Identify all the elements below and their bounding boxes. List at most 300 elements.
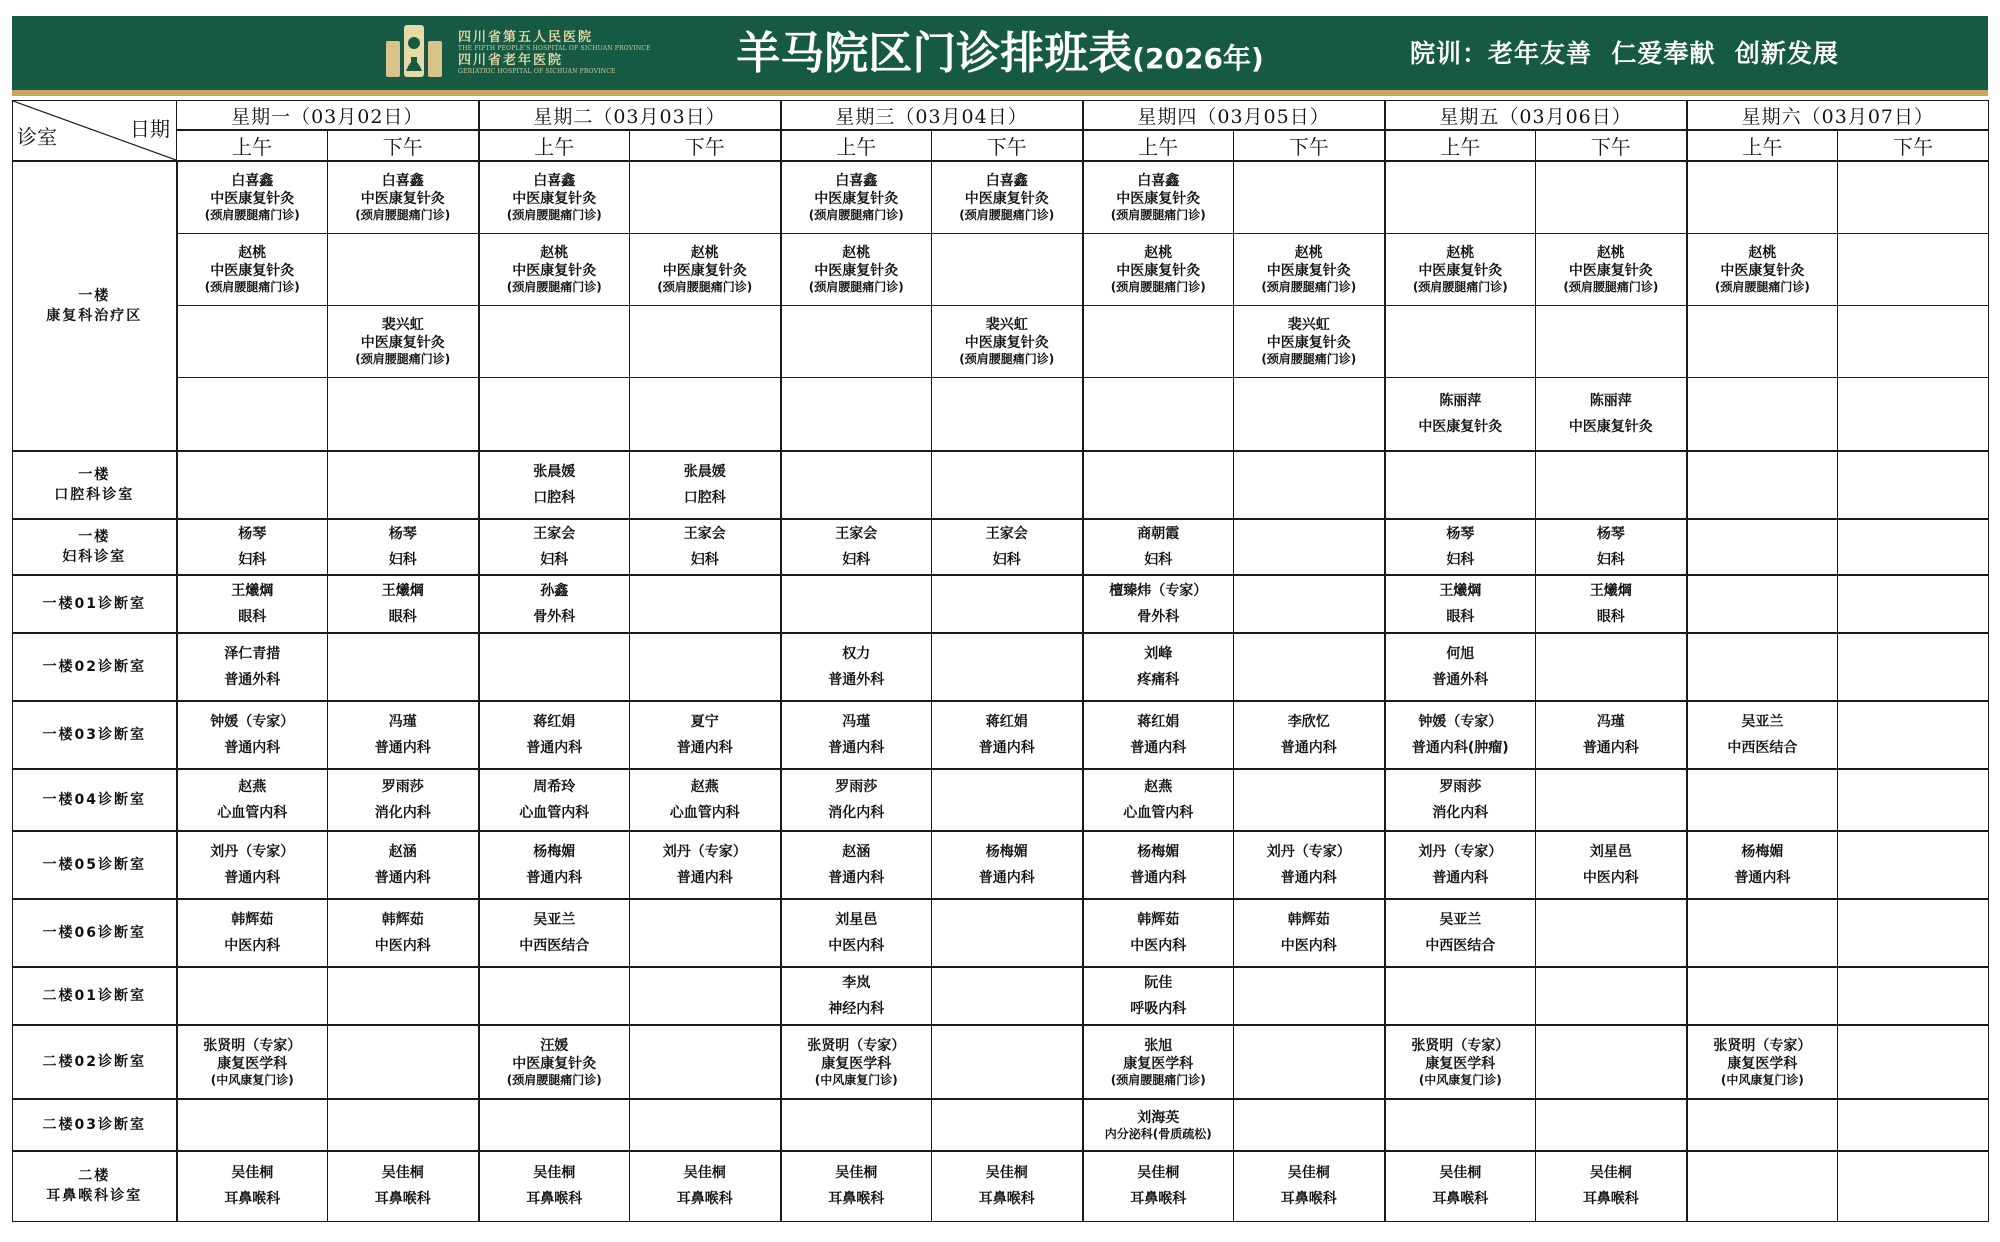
department: 中医康复针灸 bbox=[1418, 262, 1503, 279]
doctor-name: 白喜鑫 bbox=[381, 172, 424, 189]
department: 中医康复针灸 bbox=[662, 262, 747, 279]
schedule-cell bbox=[630, 519, 781, 575]
schedule-cell bbox=[328, 633, 479, 701]
schedule-cell bbox=[479, 519, 630, 575]
department: 消化内科 bbox=[1432, 805, 1489, 821]
half-header-row bbox=[13, 130, 1989, 161]
schedule-cell bbox=[479, 701, 630, 769]
doctor-name: 李欣忆 bbox=[1287, 714, 1330, 730]
department: 耳鼻喉科 bbox=[1432, 1191, 1489, 1208]
doctor-name: 泽仁青措 bbox=[224, 646, 281, 662]
schedule-row bbox=[13, 233, 1989, 305]
schedule-cell bbox=[177, 633, 328, 701]
doctor-name: 刘星邑 bbox=[835, 912, 878, 928]
day-header: 星期六（03月07日） bbox=[1687, 101, 1989, 131]
schedule-cell bbox=[1838, 899, 1989, 967]
clinic-note: (颈肩腰腿痛门诊) bbox=[1110, 207, 1206, 222]
pm-header: 下午 bbox=[1838, 130, 1989, 161]
doctor-name: 罗雨莎 bbox=[381, 779, 424, 795]
doctor-name: 王家会 bbox=[835, 526, 878, 542]
department: 骨外科 bbox=[533, 609, 576, 625]
doctor-name: 赵桃 bbox=[1144, 244, 1173, 261]
doctor-name: 白喜鑫 bbox=[231, 172, 274, 189]
clinic-note: (颈肩腰腿痛门诊) bbox=[506, 207, 602, 222]
department: 妇科 bbox=[690, 552, 719, 568]
room-name-line: 一楼04诊断室 bbox=[42, 792, 146, 808]
schedule-cell bbox=[1838, 377, 1989, 451]
schedule-cell bbox=[1385, 377, 1536, 451]
doctor-name: 吴亚兰 bbox=[533, 912, 576, 928]
doctor-name: 孙鑫 bbox=[540, 583, 569, 599]
corner-cell bbox=[13, 101, 177, 162]
schedule-cell bbox=[177, 161, 328, 233]
schedule-cell bbox=[1536, 633, 1687, 701]
room-name-line: 一楼 bbox=[78, 529, 111, 545]
doctor-name: 夏宁 bbox=[690, 714, 719, 730]
doctor-name: 吴佳桐 bbox=[835, 1165, 878, 1182]
clinic-note: (颈肩腰腿痛门诊) bbox=[1412, 279, 1508, 294]
clinic-note: (中风康复门诊) bbox=[1418, 1072, 1502, 1087]
department: 中医康复针灸 bbox=[360, 190, 445, 207]
schedule-row bbox=[13, 633, 1989, 701]
schedule-cell bbox=[1385, 451, 1536, 519]
schedule-cell bbox=[1083, 305, 1234, 377]
hospital-name-2: 四川省老年医院 bbox=[458, 53, 564, 68]
doctor-name: 杨琴 bbox=[1446, 526, 1475, 542]
schedule-cell bbox=[1536, 831, 1687, 899]
doctor-name: 赵涵 bbox=[842, 844, 871, 860]
schedule-cell bbox=[479, 1151, 630, 1221]
schedule-cell bbox=[1385, 769, 1536, 831]
schedule-row bbox=[13, 377, 1989, 451]
doctor-name: 罗雨莎 bbox=[835, 779, 878, 795]
schedule-cell bbox=[932, 161, 1083, 233]
schedule-cell bbox=[1385, 575, 1536, 633]
schedule-cell bbox=[1687, 575, 1838, 633]
room-name bbox=[13, 899, 177, 967]
schedule-cell bbox=[781, 233, 932, 305]
schedule-row bbox=[13, 1151, 1989, 1221]
department: 眼科 bbox=[1446, 609, 1475, 625]
doctor-name: 赵桃 bbox=[842, 244, 871, 261]
pm-header: 下午 bbox=[630, 130, 781, 161]
room-name-line: 口腔科诊室 bbox=[54, 487, 135, 503]
department: 康复医学科 bbox=[217, 1055, 288, 1072]
department: 中医内科 bbox=[374, 938, 431, 954]
schedule-row bbox=[13, 1099, 1989, 1151]
schedule-cell bbox=[1083, 701, 1234, 769]
schedule-cell bbox=[1536, 519, 1687, 575]
room-name bbox=[13, 633, 177, 701]
doctor-name: 赵桃 bbox=[238, 244, 267, 261]
am-header: 上午 bbox=[781, 130, 932, 161]
schedule-cell bbox=[1385, 1151, 1536, 1221]
doctor-name: 韩辉茹 bbox=[231, 912, 274, 928]
room-name-line: 耳鼻喉科诊室 bbox=[46, 1188, 143, 1205]
schedule-cell bbox=[177, 701, 328, 769]
department: 普通内科 bbox=[1130, 870, 1187, 886]
department: 普通内科 bbox=[676, 740, 733, 756]
schedule-cell bbox=[1536, 769, 1687, 831]
schedule-cell bbox=[1838, 633, 1989, 701]
schedule-cell bbox=[1385, 519, 1536, 575]
schedule-cell bbox=[328, 519, 479, 575]
department: 眼科 bbox=[388, 609, 417, 625]
schedule-cell bbox=[630, 899, 781, 967]
hospital-name-en-1: THE FIFTH PEOPLE'S HOSPITAL OF SICHUAN PROVINCE bbox=[458, 45, 651, 52]
day-header: 星期三（03月04日） bbox=[781, 101, 1083, 131]
room-name-line: 二楼03诊断室 bbox=[42, 1117, 146, 1133]
doctor-name: 刘峰 bbox=[1144, 646, 1173, 662]
day-header: 星期二（03月03日） bbox=[479, 101, 781, 131]
department: 普通外科 bbox=[1432, 672, 1489, 688]
schedule-cell bbox=[1385, 899, 1536, 967]
doctor-name: 裴兴虹 bbox=[1287, 316, 1330, 333]
room-name bbox=[13, 1099, 177, 1151]
department: 心血管内科 bbox=[669, 805, 740, 821]
department: 消化内科 bbox=[374, 805, 431, 821]
clinic-note: (中风康复门诊) bbox=[814, 1072, 898, 1087]
department: 妇科 bbox=[992, 552, 1021, 568]
doctor-name: 汪媛 bbox=[540, 1037, 569, 1054]
schedule-cell bbox=[1385, 633, 1536, 701]
schedule-cell bbox=[1838, 701, 1989, 769]
doctor-name: 蒋红娟 bbox=[985, 714, 1028, 730]
department: 普通内科 bbox=[374, 740, 431, 756]
schedule-cell bbox=[630, 967, 781, 1025]
schedule-cell bbox=[1083, 1099, 1234, 1151]
department: 普通内科 bbox=[374, 870, 431, 886]
doctor-name: 吴佳桐 bbox=[231, 1165, 274, 1182]
schedule-cell bbox=[1536, 161, 1687, 233]
schedule-cell bbox=[932, 1099, 1083, 1151]
schedule-cell bbox=[1687, 161, 1838, 233]
doctor-name: 王爔焵 bbox=[381, 583, 424, 599]
schedule-cell bbox=[479, 831, 630, 899]
department: 妇科 bbox=[238, 552, 267, 568]
doctor-name: 赵桃 bbox=[1596, 244, 1625, 261]
day-header-row bbox=[13, 101, 1989, 131]
schedule-cell bbox=[1234, 967, 1385, 1025]
schedule-cell bbox=[177, 575, 328, 633]
schedule-cell bbox=[781, 633, 932, 701]
department: 康复医学科 bbox=[821, 1055, 892, 1072]
department: 心血管内科 bbox=[519, 805, 590, 821]
schedule-cell bbox=[1083, 1025, 1234, 1099]
schedule-cell bbox=[932, 575, 1083, 633]
schedule-cell bbox=[1687, 451, 1838, 519]
schedule-cell bbox=[479, 305, 630, 377]
schedule-cell bbox=[1385, 967, 1536, 1025]
schedule-row bbox=[13, 161, 1989, 233]
schedule-cell bbox=[328, 575, 479, 633]
schedule-cell bbox=[479, 161, 630, 233]
schedule-cell bbox=[479, 1099, 630, 1151]
schedule-cell bbox=[1687, 377, 1838, 451]
schedule-cell bbox=[1234, 831, 1385, 899]
room-name-line: 一楼05诊断室 bbox=[42, 857, 146, 873]
room-name-line: 一楼 bbox=[78, 467, 111, 483]
department: 妇科 bbox=[1144, 552, 1173, 568]
department: 眼科 bbox=[238, 609, 267, 625]
schedule-cell bbox=[932, 305, 1083, 377]
room-name-line: 一楼03诊断室 bbox=[42, 727, 146, 743]
doctor-name: 何旭 bbox=[1446, 646, 1475, 662]
department: 中医内科 bbox=[224, 938, 281, 954]
department: 中医内科 bbox=[828, 938, 885, 954]
department: 耳鼻喉科 bbox=[676, 1191, 733, 1208]
clinic-note: (中风康复门诊) bbox=[1720, 1072, 1804, 1087]
schedule-cell bbox=[932, 1151, 1083, 1221]
doctor-name: 白喜鑫 bbox=[985, 172, 1028, 189]
schedule-cell bbox=[630, 1151, 781, 1221]
doctor-name: 白喜鑫 bbox=[835, 172, 878, 189]
department: 中医内科 bbox=[1280, 938, 1337, 954]
department: 耳鼻喉科 bbox=[828, 1191, 885, 1208]
schedule-cell bbox=[1083, 831, 1234, 899]
department: 神经内科 bbox=[828, 1001, 885, 1017]
doctor-name: 张贤明（专家） bbox=[203, 1037, 302, 1054]
department: 康复医学科 bbox=[1727, 1055, 1798, 1072]
schedule-cell bbox=[1234, 233, 1385, 305]
schedule-cell bbox=[630, 1025, 781, 1099]
clinic-note: (颈肩腰腿痛门诊) bbox=[959, 207, 1055, 222]
schedule-cell bbox=[932, 519, 1083, 575]
schedule-cell bbox=[328, 701, 479, 769]
schedule-cell bbox=[1687, 305, 1838, 377]
doctor-name: 蒋红娟 bbox=[533, 714, 576, 730]
schedule-cell bbox=[781, 377, 932, 451]
schedule-cell bbox=[1536, 1151, 1687, 1221]
department: 呼吸内科 bbox=[1130, 1001, 1187, 1017]
room-name-line: 妇科诊室 bbox=[62, 549, 127, 565]
department: 中医康复针灸 bbox=[1266, 334, 1351, 351]
department: 耳鼻喉科 bbox=[224, 1191, 281, 1208]
schedule-cell bbox=[328, 377, 479, 451]
schedule-cell bbox=[1536, 1025, 1687, 1099]
schedule-cell bbox=[1687, 1099, 1838, 1151]
department: 普通外科 bbox=[224, 672, 281, 688]
clinic-note: (颈肩腰腿痛门诊) bbox=[1110, 279, 1206, 294]
doctor-name: 赵涵 bbox=[388, 844, 417, 860]
schedule-cell bbox=[1234, 377, 1385, 451]
pm-header: 下午 bbox=[1234, 130, 1385, 161]
schedule-cell bbox=[781, 831, 932, 899]
schedule-cell bbox=[1536, 451, 1687, 519]
schedule-cell bbox=[1687, 633, 1838, 701]
schedule-cell bbox=[1687, 769, 1838, 831]
department: 口腔科 bbox=[533, 490, 576, 506]
schedule-cell bbox=[1385, 305, 1536, 377]
schedule-cell bbox=[1234, 1025, 1385, 1099]
doctor-name: 刘海英 bbox=[1137, 1109, 1180, 1126]
doctor-name: 冯瑾 bbox=[388, 714, 417, 730]
schedule-cell bbox=[932, 701, 1083, 769]
doctor-name: 吴佳桐 bbox=[1137, 1165, 1180, 1182]
schedule-cell bbox=[1838, 451, 1989, 519]
schedule-row bbox=[13, 831, 1989, 899]
schedule-cell bbox=[1838, 1099, 1989, 1151]
room-name-line: 二楼02诊断室 bbox=[42, 1054, 146, 1070]
schedule-cell bbox=[932, 233, 1083, 305]
schedule-cell bbox=[1234, 899, 1385, 967]
doctor-name: 吴亚兰 bbox=[1741, 714, 1784, 730]
department: 中医康复针灸 bbox=[1116, 190, 1201, 207]
doctor-name: 赵桃 bbox=[1748, 244, 1777, 261]
clinic-note: (颈肩腰腿痛门诊) bbox=[355, 207, 451, 222]
schedule-cell bbox=[781, 519, 932, 575]
schedule-cell bbox=[1083, 233, 1234, 305]
room-name bbox=[13, 519, 177, 575]
doctor-name: 杨梅媚 bbox=[533, 844, 576, 860]
clinic-note: (颈肩腰腿痛门诊) bbox=[1563, 279, 1659, 294]
title-main: 羊马院区门诊排班表 bbox=[736, 28, 1133, 79]
schedule-row bbox=[13, 769, 1989, 831]
department: 中医康复针灸 bbox=[1418, 418, 1503, 435]
department: 耳鼻喉科 bbox=[978, 1191, 1035, 1208]
room-name-line: 二楼 bbox=[78, 1168, 111, 1185]
doctor-name: 赵桃 bbox=[1446, 244, 1475, 261]
room-name-line: 一楼02诊断室 bbox=[42, 659, 146, 675]
am-header: 上午 bbox=[1687, 130, 1838, 161]
doctor-name: 王爔焵 bbox=[1589, 583, 1632, 599]
header-banner bbox=[12, 16, 1988, 90]
doctor-name: 吴亚兰 bbox=[1439, 912, 1482, 928]
schedule-cell bbox=[479, 451, 630, 519]
schedule-cell bbox=[1838, 769, 1989, 831]
schedule-cell bbox=[177, 899, 328, 967]
room-name bbox=[13, 161, 177, 451]
department: 中医康复针灸 bbox=[1116, 262, 1201, 279]
schedule-cell bbox=[781, 1099, 932, 1151]
department: 普通内科 bbox=[1130, 740, 1187, 756]
schedule-cell bbox=[328, 161, 479, 233]
department: 中西医结合 bbox=[519, 938, 590, 954]
schedule-cell bbox=[479, 1025, 630, 1099]
doctor-name: 商朝霞 bbox=[1137, 526, 1180, 542]
schedule-cell bbox=[177, 1099, 328, 1151]
schedule-cell bbox=[1687, 701, 1838, 769]
department: 妇科 bbox=[1446, 552, 1475, 568]
department: 中医康复针灸 bbox=[814, 190, 899, 207]
department: 康复医学科 bbox=[1425, 1055, 1496, 1072]
schedule-cell bbox=[328, 1099, 479, 1151]
schedule-cell bbox=[1687, 831, 1838, 899]
schedule-cell bbox=[328, 451, 479, 519]
schedule-cell bbox=[1234, 633, 1385, 701]
room-name bbox=[13, 1151, 177, 1221]
doctor-name: 刘丹（专家） bbox=[210, 844, 295, 860]
department: 耳鼻喉科 bbox=[1280, 1191, 1337, 1208]
schedule-cell bbox=[781, 1025, 932, 1099]
department: 普通内科 bbox=[1582, 740, 1639, 756]
schedule-cell bbox=[781, 305, 932, 377]
schedule-cell bbox=[1687, 1025, 1838, 1099]
department: 普通内科 bbox=[676, 870, 733, 886]
doctor-name: 杨梅媚 bbox=[985, 844, 1028, 860]
schedule-row bbox=[13, 701, 1989, 769]
schedule-cell bbox=[1536, 967, 1687, 1025]
department: 中医内科 bbox=[1130, 938, 1187, 954]
schedule-cell bbox=[781, 161, 932, 233]
schedule-cell bbox=[177, 233, 328, 305]
department: 疼痛科 bbox=[1137, 672, 1180, 688]
schedule-row bbox=[13, 899, 1989, 967]
department: 中医康复针灸 bbox=[1266, 262, 1351, 279]
schedule-cell bbox=[1838, 233, 1989, 305]
schedule-cell bbox=[932, 1025, 1083, 1099]
department: 妇科 bbox=[540, 552, 569, 568]
doctor-name: 张晨媛 bbox=[533, 464, 576, 480]
department: 中医康复针灸 bbox=[964, 190, 1049, 207]
schedule-cell bbox=[1385, 161, 1536, 233]
schedule-cell bbox=[1687, 233, 1838, 305]
schedule-cell bbox=[781, 701, 932, 769]
schedule-cell bbox=[1838, 831, 1989, 899]
doctor-name: 钟媛（专家） bbox=[210, 714, 295, 730]
department: 普通内科 bbox=[1280, 740, 1337, 756]
schedule-cell bbox=[328, 967, 479, 1025]
doctor-name: 王爔焵 bbox=[1439, 583, 1482, 599]
department: 康复医学科 bbox=[1123, 1055, 1194, 1072]
room-name-line: 二楼01诊断室 bbox=[42, 988, 146, 1004]
department: 中西医结合 bbox=[1425, 938, 1496, 954]
doctor-name: 杨梅媚 bbox=[1137, 844, 1180, 860]
department: 中医康复针灸 bbox=[964, 334, 1049, 351]
doctor-name: 杨琴 bbox=[238, 526, 267, 542]
schedule-cell bbox=[1838, 519, 1989, 575]
room-name bbox=[13, 451, 177, 519]
schedule-cell bbox=[177, 377, 328, 451]
doctor-name: 杨琴 bbox=[388, 526, 417, 542]
schedule-cell bbox=[1687, 967, 1838, 1025]
schedule-cell bbox=[1687, 899, 1838, 967]
doctor-name: 王家会 bbox=[985, 526, 1028, 542]
schedule-cell bbox=[781, 451, 932, 519]
schedule-cell bbox=[630, 701, 781, 769]
doctor-name: 周希玲 bbox=[533, 779, 576, 795]
department: 心血管内科 bbox=[1123, 805, 1194, 821]
department: 骨外科 bbox=[1137, 609, 1180, 625]
clinic-note: (颈肩腰腿痛门诊) bbox=[204, 279, 300, 294]
doctor-name: 王家会 bbox=[533, 526, 576, 542]
department: 普通内科(肿瘤) bbox=[1411, 740, 1509, 756]
schedule-cell bbox=[1385, 233, 1536, 305]
department: 口腔科 bbox=[683, 490, 726, 506]
doctor-name: 李岚 bbox=[842, 975, 871, 991]
doctor-name: 蒋红娟 bbox=[1137, 714, 1180, 730]
schedule-cell bbox=[932, 831, 1083, 899]
department: 中医康复针灸 bbox=[360, 334, 445, 351]
hospital-name-1: 四川省第五人民医院 bbox=[458, 30, 594, 45]
department: 普通内科 bbox=[828, 870, 885, 886]
schedule-cell bbox=[1838, 575, 1989, 633]
header-divider bbox=[12, 90, 1988, 96]
department: 妇科 bbox=[1596, 552, 1625, 568]
department: 中医内科 bbox=[1582, 870, 1639, 886]
department: 耳鼻喉科 bbox=[1582, 1191, 1639, 1208]
schedule-cell bbox=[1234, 161, 1385, 233]
doctor-name: 裴兴虹 bbox=[985, 316, 1028, 333]
schedule-cell bbox=[781, 1151, 932, 1221]
schedule-cell bbox=[1234, 305, 1385, 377]
doctor-name: 张贤明（专家） bbox=[807, 1037, 906, 1054]
doctor-name: 冯瑾 bbox=[842, 714, 871, 730]
schedule-cell bbox=[479, 633, 630, 701]
department: 中医康复针灸 bbox=[210, 262, 295, 279]
department: 耳鼻喉科 bbox=[526, 1191, 583, 1208]
schedule-cell bbox=[1536, 377, 1687, 451]
